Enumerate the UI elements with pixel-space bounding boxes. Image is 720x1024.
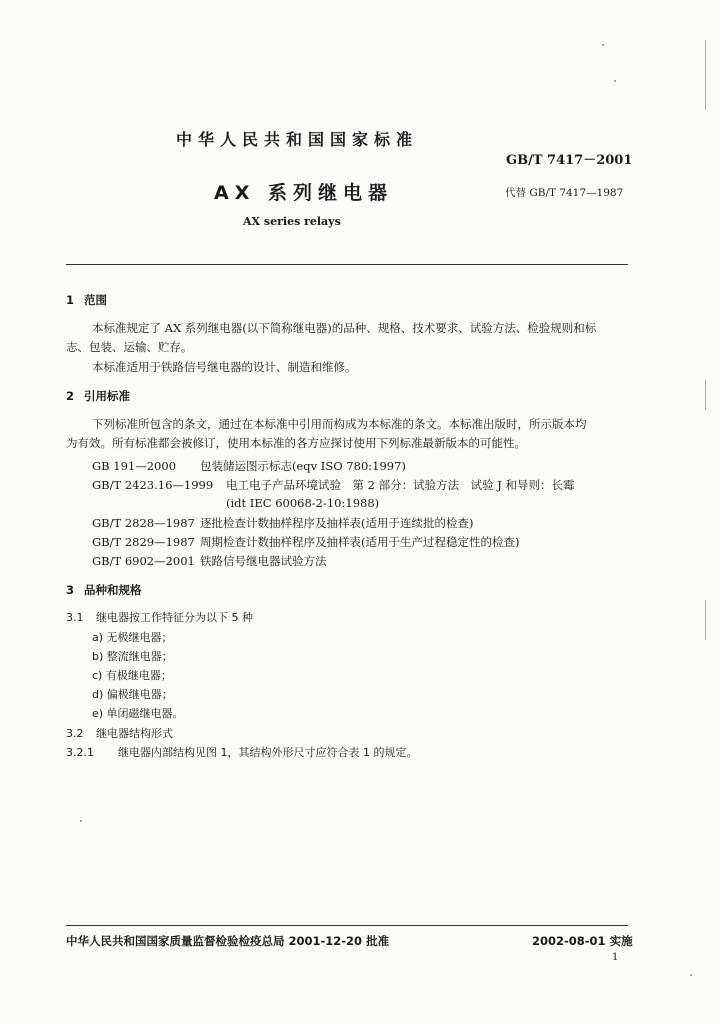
approval-statement: 中华人民共和国国家质量监督检验检疫总局 2001-12-20 批准	[66, 934, 390, 948]
section-2-para-line-2: 为有效。所有标准都会被修订，使用本标准的各方应探讨使用下列标准最新版本的可能性。	[66, 436, 526, 450]
replaces-standard: 代替 GB/T 7417—1987	[505, 187, 624, 199]
footer-divider	[66, 925, 628, 926]
reference-item: GB/T 6902—2001 铁路信号继电器试验方法	[92, 554, 327, 568]
list-item: d) 偏极继电器；	[92, 688, 173, 701]
scan-speck	[80, 820, 82, 822]
scan-speck	[614, 80, 616, 82]
section-2-heading: 2 引用标准	[66, 389, 130, 403]
section-1-para-1-line-2: 志、包装、运输、贮存。	[66, 340, 193, 354]
header-divider	[66, 264, 628, 265]
section-3-heading: 3 品种和规格	[66, 583, 142, 597]
scan-margin-mark	[705, 40, 706, 110]
implementation-date: 2002-08-01 实施	[532, 934, 633, 948]
list-item: b) 整流继电器；	[92, 650, 173, 663]
subsection-3-2-1: 3.2.1 继电器内部结构见图 1，其结构外形尺寸应符合表 1 的规定。	[66, 746, 418, 759]
subsection-3-1: 3.1 继电器按工作特征分为以下 5 种	[66, 611, 253, 624]
reference-item: GB/T 2828—1987 逐批检查计数抽样程序及抽样表(适用于连续批的检查)	[92, 516, 474, 530]
scan-margin-mark	[705, 380, 706, 410]
standard-number: GB/T 7417－2001	[506, 153, 633, 168]
reference-item: GB 191—2000 包装储运图示标志(eqv ISO 780:1997)	[92, 459, 406, 473]
list-item: c) 有极继电器；	[92, 669, 172, 682]
section-1-para-2: 本标准适用于铁路信号继电器的设计、制造和维修。	[92, 360, 357, 374]
scan-speck	[602, 44, 604, 46]
document-title: AX 系列继电器	[214, 182, 393, 204]
page-number: 1	[612, 952, 619, 963]
reference-item: GB/T 2829—1987 周期检查计数抽样程序及抽样表(适用于生产过程稳定性的检查)	[92, 535, 520, 549]
section-1-para-1-line-1: 本标准规定了 AX 系列继电器(以下简称继电器)的品种、规格、技术要求、试验方法、检验规则和标	[92, 321, 597, 335]
section-2-para-line-1: 下列标准所包含的条文，通过在本标准中引用而构成为本标准的条文。本标准出版时，所示版本均	[92, 417, 587, 431]
scan-margin-mark	[705, 600, 706, 640]
reference-item-continuation: (idt IEC 60068-2-10:1988)	[226, 496, 380, 510]
english-title: AX series relays	[243, 215, 341, 228]
reference-item: GB/T 2423.16—1999 电工电子产品环境试验 第 2 部分：试验方法 试验 J 和导则：长霉	[92, 478, 575, 492]
scan-speck	[690, 974, 692, 976]
list-item: a) 无极继电器；	[92, 631, 173, 644]
subsection-3-2: 3.2 继电器结构形式	[66, 727, 173, 740]
issuing-authority-heading: 中华人民共和国国家标准	[176, 130, 419, 149]
section-1-heading: 1 范围	[66, 293, 107, 307]
list-item: e) 单闭磁继电器。	[92, 707, 184, 720]
